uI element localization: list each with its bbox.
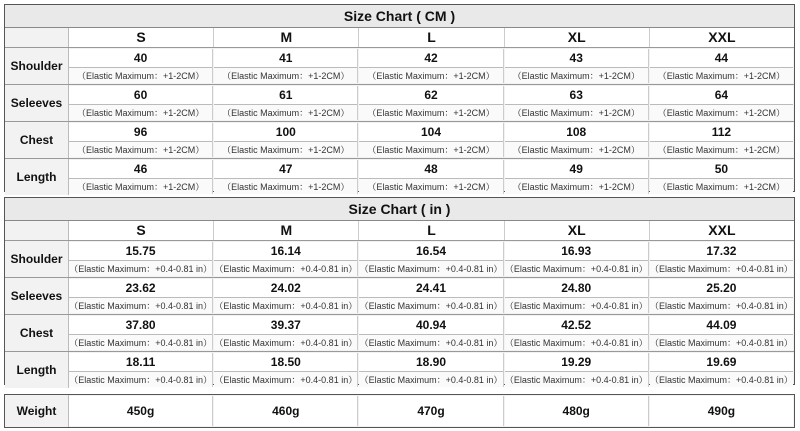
elastic-note: （Elastic Maximum：+1-2CM） (359, 68, 502, 83)
chart-title: Size Chart ( in ) (5, 198, 794, 221)
elastic-note: （Elastic Maximum：+0.4-0.81 in） (650, 261, 793, 276)
measure-value: 23.62 (69, 279, 212, 298)
measure-value: 41 (214, 49, 357, 68)
weight-row (5, 395, 794, 427)
measure-value: 24.41 (359, 279, 502, 298)
measure-value: 19.29 (505, 353, 648, 372)
elastic-note: （Elastic Maximum：+1-2CM） (69, 142, 212, 157)
elastic-note: （Elastic Maximum：+1-2CM） (359, 179, 502, 194)
measure-value: 108 (505, 123, 648, 142)
elastic-note: （Elastic Maximum：+0.4-0.81 in） (214, 261, 357, 276)
size-label-xl: XL (505, 28, 650, 47)
weight-value-xxl: 490g (650, 396, 793, 426)
size-label-m: M (214, 221, 359, 240)
measure-value: 112 (650, 123, 793, 142)
size-cell-s (69, 49, 213, 83)
size-cell-s (69, 123, 213, 157)
size-cell-xl (505, 279, 649, 313)
measure-value: 40 (69, 49, 212, 68)
elastic-note: （Elastic Maximum：+0.4-0.81 in） (505, 298, 648, 313)
elastic-note: （Elastic Maximum：+1-2CM） (214, 105, 357, 120)
size-cell-m (214, 160, 358, 194)
elastic-note: （Elastic Maximum：+1-2CM） (505, 142, 648, 157)
elastic-note: （Elastic Maximum：+0.4-0.81 in） (650, 372, 793, 387)
measure-value: 16.93 (505, 242, 648, 261)
size-cell-l (359, 86, 503, 120)
size-cell-l (359, 160, 503, 194)
size-cell-m (214, 242, 358, 276)
size-cell-xxl (650, 49, 793, 83)
elastic-note: （Elastic Maximum：+1-2CM） (69, 68, 212, 83)
elastic-note: （Elastic Maximum：+1-2CM） (359, 142, 502, 157)
measure-value: 15.75 (69, 242, 212, 261)
measure-value: 63 (505, 86, 648, 105)
measure-label: Length (5, 352, 69, 388)
elastic-note: （Elastic Maximum：+1-2CM） (650, 68, 793, 83)
measure-label: Chest (5, 122, 69, 158)
size-cell-xxl (650, 160, 793, 194)
header-corner (5, 221, 69, 240)
size-label-xxl: XXL (650, 28, 794, 47)
elastic-note: （Elastic Maximum：+1-2CM） (650, 105, 793, 120)
elastic-note: （Elastic Maximum：+0.4-0.81 in） (359, 298, 502, 313)
measure-value: 42 (359, 49, 502, 68)
measure-label: Chest (5, 315, 69, 351)
size-cell-xxl (650, 279, 793, 313)
measure-label: Seleeves (5, 278, 69, 314)
weight-value-m: 460g (214, 396, 358, 426)
size-cell-m (214, 86, 358, 120)
size-cell-l (359, 123, 503, 157)
size-chart-cm (4, 4, 795, 192)
header-corner (5, 28, 69, 47)
size-cell-xxl (650, 242, 793, 276)
size-cell-xxl (650, 353, 793, 387)
measure-value: 17.32 (650, 242, 793, 261)
size-cell-xxl (650, 316, 793, 350)
measure-row-shoulder (5, 241, 794, 278)
measure-row-chest (5, 315, 794, 352)
elastic-note: （Elastic Maximum：+0.4-0.81 in） (69, 261, 212, 276)
elastic-note: （Elastic Maximum：+1-2CM） (214, 179, 357, 194)
measure-label: Shoulder (5, 241, 69, 277)
measure-value: 48 (359, 160, 502, 179)
measure-label: Seleeves (5, 85, 69, 121)
elastic-note: （Elastic Maximum：+1-2CM） (505, 179, 648, 194)
size-cell-l (359, 242, 503, 276)
size-cell-l (359, 353, 503, 387)
weight-value-l: 470g (359, 396, 503, 426)
measure-value: 16.54 (359, 242, 502, 261)
measure-value: 18.11 (69, 353, 212, 372)
measure-value: 39.37 (214, 316, 357, 335)
measure-value: 62 (359, 86, 502, 105)
measure-value: 40.94 (359, 316, 502, 335)
measure-value: 61 (214, 86, 357, 105)
measure-value: 104 (359, 123, 502, 142)
elastic-note: （Elastic Maximum：+1-2CM） (359, 105, 502, 120)
size-cell-m (214, 316, 358, 350)
chart-title: Size Chart ( CM ) (5, 5, 794, 28)
measure-value: 18.90 (359, 353, 502, 372)
size-cell-xl (505, 49, 649, 83)
size-cell-xl (505, 160, 649, 194)
size-cell-xl (505, 316, 649, 350)
size-cell-xl (505, 353, 649, 387)
elastic-note: （Elastic Maximum：+0.4-0.81 in） (505, 335, 648, 350)
size-cell-m (214, 279, 358, 313)
size-cell-xl (505, 86, 649, 120)
size-label-s: S (69, 221, 214, 240)
measure-value: 24.80 (505, 279, 648, 298)
weight-table (4, 394, 795, 428)
elastic-note: （Elastic Maximum：+0.4-0.81 in） (650, 335, 793, 350)
measure-value: 18.50 (214, 353, 357, 372)
measure-row-length (5, 352, 794, 388)
elastic-note: （Elastic Maximum：+0.4-0.81 in） (69, 335, 212, 350)
measure-value: 64 (650, 86, 793, 105)
elastic-note: （Elastic Maximum：+0.4-0.81 in） (650, 298, 793, 313)
measure-value: 47 (214, 160, 357, 179)
elastic-note: （Elastic Maximum：+0.4-0.81 in） (359, 261, 502, 276)
size-cell-l (359, 316, 503, 350)
size-cell-l (359, 279, 503, 313)
size-label-s: S (69, 28, 214, 47)
size-cell-s (69, 316, 213, 350)
elastic-note: （Elastic Maximum：+1-2CM） (505, 105, 648, 120)
measure-value: 43 (505, 49, 648, 68)
elastic-note: （Elastic Maximum：+1-2CM） (650, 179, 793, 194)
size-label-l: L (359, 221, 504, 240)
chart-body (5, 241, 794, 388)
measure-row-seleeves (5, 278, 794, 315)
size-chart-in (4, 197, 795, 385)
elastic-note: （Elastic Maximum：+1-2CM） (650, 142, 793, 157)
elastic-note: （Elastic Maximum：+0.4-0.81 in） (69, 372, 212, 387)
measure-label: Shoulder (5, 48, 69, 84)
size-cell-xl (505, 123, 649, 157)
size-cell-s (69, 86, 213, 120)
measure-value: 44.09 (650, 316, 793, 335)
weight-value-xl: 480g (505, 396, 649, 426)
measure-value: 42.52 (505, 316, 648, 335)
weight-value-s: 450g (69, 396, 213, 426)
elastic-note: （Elastic Maximum：+0.4-0.81 in） (214, 372, 357, 387)
size-cell-xxl (650, 123, 793, 157)
measure-label: Length (5, 159, 69, 195)
elastic-note: （Elastic Maximum：+0.4-0.81 in） (505, 261, 648, 276)
measure-value: 44 (650, 49, 793, 68)
measure-row-length (5, 159, 794, 195)
elastic-note: （Elastic Maximum：+0.4-0.81 in） (359, 372, 502, 387)
measure-value: 60 (69, 86, 212, 105)
size-header-row (5, 28, 794, 48)
elastic-note: （Elastic Maximum：+0.4-0.81 in） (214, 298, 357, 313)
size-label-xl: XL (505, 221, 650, 240)
elastic-note: （Elastic Maximum：+1-2CM） (505, 68, 648, 83)
measure-value: 16.14 (214, 242, 357, 261)
size-cell-s (69, 160, 213, 194)
size-label-xxl: XXL (650, 221, 794, 240)
measure-value: 96 (69, 123, 212, 142)
size-cell-m (214, 353, 358, 387)
chart-body (5, 48, 794, 195)
size-cell-m (214, 123, 358, 157)
measure-value: 25.20 (650, 279, 793, 298)
size-cell-m (214, 49, 358, 83)
elastic-note: （Elastic Maximum：+1-2CM） (69, 105, 212, 120)
size-label-l: L (359, 28, 504, 47)
measure-value: 100 (214, 123, 357, 142)
measure-value: 50 (650, 160, 793, 179)
size-cell-xl (505, 242, 649, 276)
size-cell-s (69, 242, 213, 276)
elastic-note: （Elastic Maximum：+1-2CM） (214, 142, 357, 157)
elastic-note: （Elastic Maximum：+0.4-0.81 in） (69, 298, 212, 313)
elastic-note: （Elastic Maximum：+1-2CM） (214, 68, 357, 83)
measure-value: 49 (505, 160, 648, 179)
measure-value: 24.02 (214, 279, 357, 298)
size-label-m: M (214, 28, 359, 47)
weight-label: Weight (5, 395, 69, 427)
measure-row-shoulder (5, 48, 794, 85)
measure-row-chest (5, 122, 794, 159)
elastic-note: （Elastic Maximum：+0.4-0.81 in） (505, 372, 648, 387)
elastic-note: （Elastic Maximum：+1-2CM） (69, 179, 212, 194)
elastic-note: （Elastic Maximum：+0.4-0.81 in） (359, 335, 502, 350)
measure-value: 19.69 (650, 353, 793, 372)
size-cell-s (69, 353, 213, 387)
size-cell-s (69, 279, 213, 313)
size-cell-l (359, 49, 503, 83)
size-cell-xxl (650, 86, 793, 120)
measure-value: 37.80 (69, 316, 212, 335)
measure-value: 46 (69, 160, 212, 179)
measure-row-seleeves (5, 85, 794, 122)
elastic-note: （Elastic Maximum：+0.4-0.81 in） (214, 335, 357, 350)
size-header-row (5, 221, 794, 241)
